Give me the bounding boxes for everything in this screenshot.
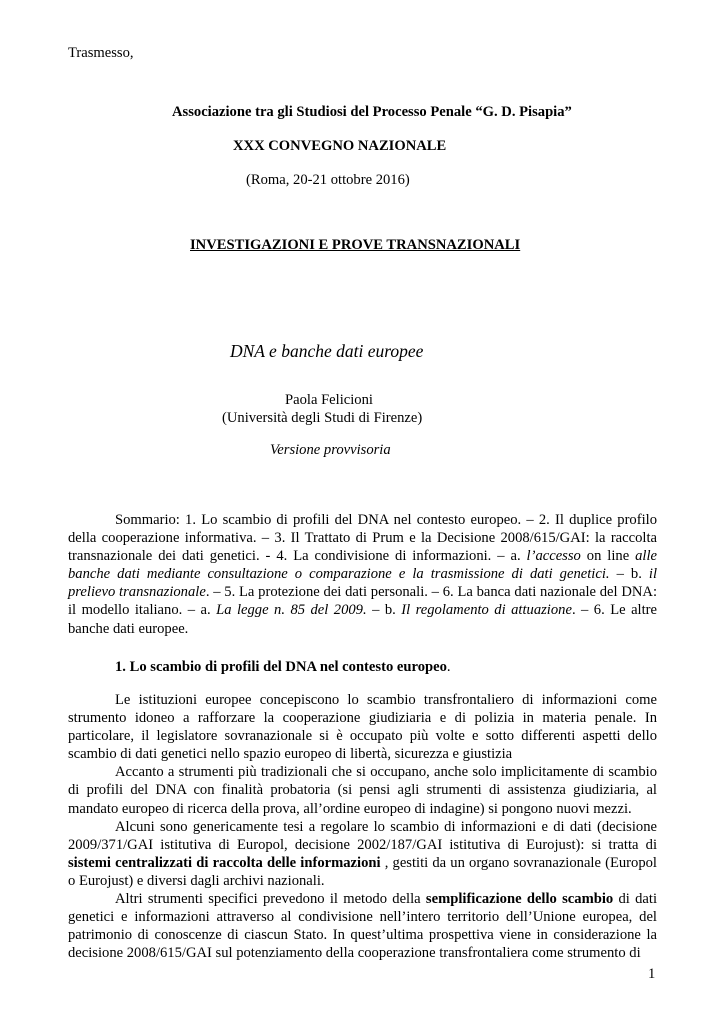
summary-paragraph	[68, 511, 657, 638]
body-paragraph: Le istituzioni europee concepiscono lo scambio transfrontaliero di informazioni come strumento idoneo a rafforzare la cooperazione giudiziaria e di polizia in materia penale. In particolare, il legislatore sovranazionale si è occupato più volte e sotto differenti aspetti dello scambio di dati genetici nello spazio europeo di libertà, sicurezza e giustizia	[68, 692, 657, 763]
section-1-heading-text: 1. Lo scambio di profili del DNA nel contesto europeo	[115, 659, 447, 675]
summary-text: – b.	[366, 602, 402, 619]
body-text: Alcuni sono genericamente tesi a regolare lo scambio di informazioni e di dati (decisione 2009/371/GAI istitutiva di Europol, decisione 2002/187/GAI istitutiva di Eurojust): si tratta di	[68, 818, 657, 853]
body-paragraph: Accanto a strumenti più tradizionali che si occupano, anche solo implicitamente di scambio di profili del DNA con finalità probatoria (si pensi agli strumenti di assistenza giudiziaria, al mandato europeo di ricerca della prova, all’ordine europeo di indagine) si pongono nuovi mezzi.	[68, 764, 657, 817]
header-note: Trasmesso,	[68, 45, 134, 61]
summary-text: . – 5. La protezione dei dati personali. – 6. La banca dati nazionale del DNA: il modello italiano. – a.	[68, 584, 658, 619]
page-number: 1	[648, 966, 656, 982]
summary-italic: l’accesso	[526, 548, 581, 565]
body-text: Altri strumenti specifici prevedono il metodo della	[115, 891, 426, 908]
session-title: INVESTIGAZIONI E PROVE TRANSNAZIONALI	[190, 237, 521, 253]
summary-italic: La legge n. 85 del 2009.	[216, 602, 367, 619]
body-text: , gestiti da un organo sovranazionale (Europol o Eurojust) e diversi dagli archivi nazionali.	[68, 854, 657, 889]
section-1-body	[68, 691, 657, 962]
author-affiliation: (Università degli Studi di Firenze)	[222, 410, 423, 426]
body-text: di dati genetici e informazioni attraverso al condivisione nell’intero territorio dell’Unione europea, del patrimonio di conoscenze di ciascun Stato. In quest’ultima prospettiva viene in considerazione la decisione 2008/615/GAI sul potenziamento della cooperazione transfrontaliera come strumento di	[68, 891, 657, 962]
summary-italic: il prelievo transnazionale	[68, 566, 657, 601]
summary-italic: alle banche dati mediante consultazione o comparazione e la trasmissione di dati genetici.	[68, 548, 657, 583]
paper-title: DNA e banche dati europee	[230, 341, 424, 361]
summary-text: – b.	[609, 566, 649, 583]
conference-place-date: (Roma, 20-21 ottobre 2016)	[246, 172, 410, 188]
section-1-heading	[115, 659, 451, 676]
section-1-heading-period: .	[446, 659, 451, 675]
author-name: Paola Felicioni	[285, 392, 373, 408]
association-name: Associazione tra gli Studiosi del Processo Penale “G. D. Pisapia”	[172, 104, 572, 120]
body-bold-text: semplificazione dello scambio	[425, 891, 614, 908]
summary-text: Sommario: 1. Lo scambio di profili del DNA nel contesto europeo. – 2. Il duplice profilo della cooperazione informativa. – 3. Il Trattato di Prum e la Decisione 2008/615/GAI: la raccolta transnazionale dei dati genetici. - 4. La condivisione di informazioni. – a.	[68, 512, 657, 565]
conference-title: XXX CONVEGNO NAZIONALE	[233, 138, 447, 154]
summary-text: . – 6. Le altre banche dati europee.	[68, 602, 657, 637]
body-paragraph	[68, 890, 657, 962]
version-note: Versione provvisoria	[270, 442, 391, 458]
body-bold-text: sistemi centralizzati di raccolta delle informazioni	[68, 854, 381, 871]
summary-italic: Il regolamento di attuazione	[401, 602, 572, 619]
body-paragraph	[68, 818, 657, 890]
summary-text: on line	[580, 548, 636, 565]
